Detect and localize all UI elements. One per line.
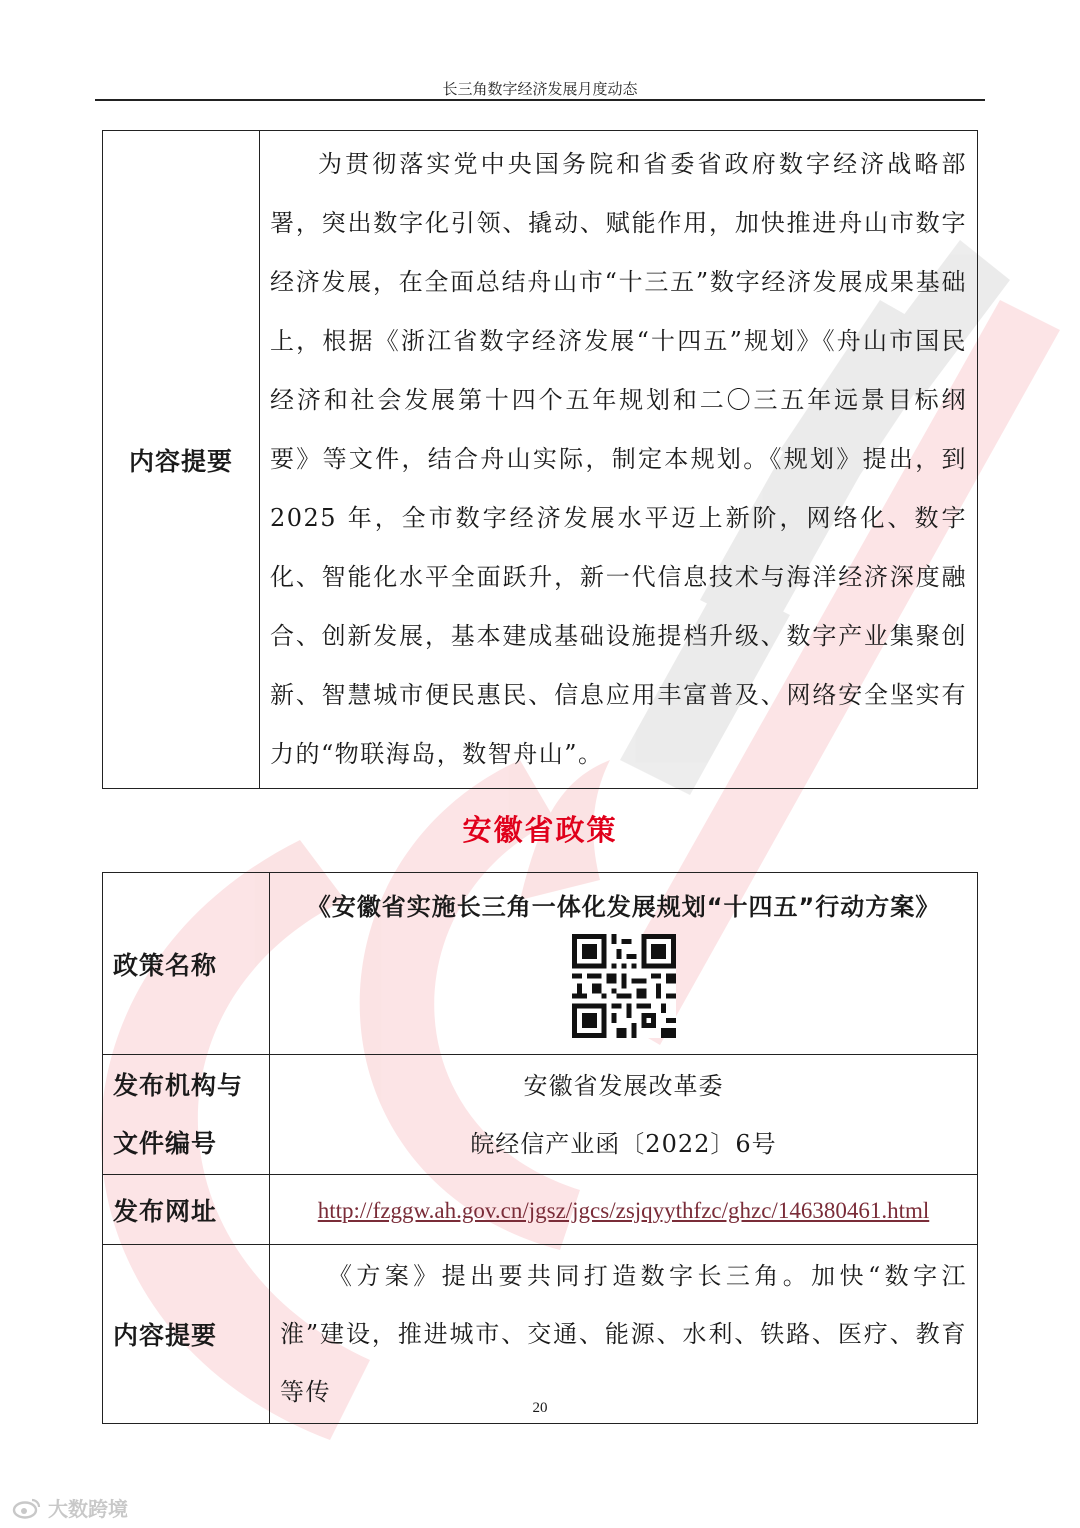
- source-watermark: [12, 1493, 128, 1522]
- page-number: 20: [532, 1400, 548, 1416]
- summary-label: 内容提要: [103, 131, 260, 789]
- summary-table: [102, 130, 978, 789]
- issuer-label: [103, 1055, 270, 1175]
- policy-name: 《安徽省实施长三角一体化发展规划“十四五”行动方案》: [306, 893, 941, 921]
- document-number: 皖经信产业函〔2022〕6号: [470, 1129, 777, 1158]
- policy-summary-text: 《方案》提出要共同打造数字长三角。加快“数字江淮”建设，推进城市、交通、能源、水利、铁路、医疗、教育等传: [280, 1262, 967, 1406]
- page-header-title: 长三角数字经济发展月度动态: [442, 80, 638, 98]
- header-rule: [95, 99, 985, 101]
- weibo-icon: [12, 1497, 42, 1519]
- policy-table: [102, 872, 978, 1424]
- summary-cell: [260, 131, 978, 789]
- qr-code-icon: [572, 934, 676, 1038]
- issuer-name: 安徽省发展改革委: [523, 1071, 724, 1100]
- policy-url-link[interactable]: http://fzggw.ah.gov.cn/jgsz/jgcs/zsjqyythfzc/ghzc/146380461.html: [317, 1197, 930, 1223]
- policy-summary-label: 内容提要: [103, 1245, 270, 1424]
- issuer-cell: [270, 1055, 978, 1175]
- section-title: 安徽省政策: [462, 813, 618, 847]
- summary-text: 为贯彻落实党中央国务院和省委省政府数字经济战略部署，突出数字化引领、撬动、赋能作用，加快推进舟山市数字经济发展，在全面总结舟山市“十三五”数字经济发展成果基础上，根据《浙江省数字经济发展“十四五”规划》《舟山市国民经济和社会发展第十四个五年规划和二〇三五年远景目标纲要》等文件，结合舟山实际，制定本规划。《规划》提出，到 2025 年，全市数字经济发展水平迈上新阶，网络化、数字化、智能化水平全面跃升，新一代信息技术与海洋经济深度融合、创新发展，基本建成基础设施提档升级、数字产业集聚创新、智慧城市便民惠民、信息应用丰富普及、网络安全坚实有力的“物联海岛，数智舟山”。: [270, 150, 967, 768]
- policy-name-label: 政策名称: [103, 873, 270, 1055]
- policy-name-cell: [270, 873, 978, 1055]
- source-watermark-text: 大数跨境: [48, 1497, 128, 1521]
- url-label: 发布网址: [103, 1175, 270, 1245]
- issuer-label-text: 发布机构与文件编号: [113, 1070, 244, 1158]
- policy-summary-cell: [270, 1245, 978, 1424]
- url-cell: [270, 1175, 978, 1245]
